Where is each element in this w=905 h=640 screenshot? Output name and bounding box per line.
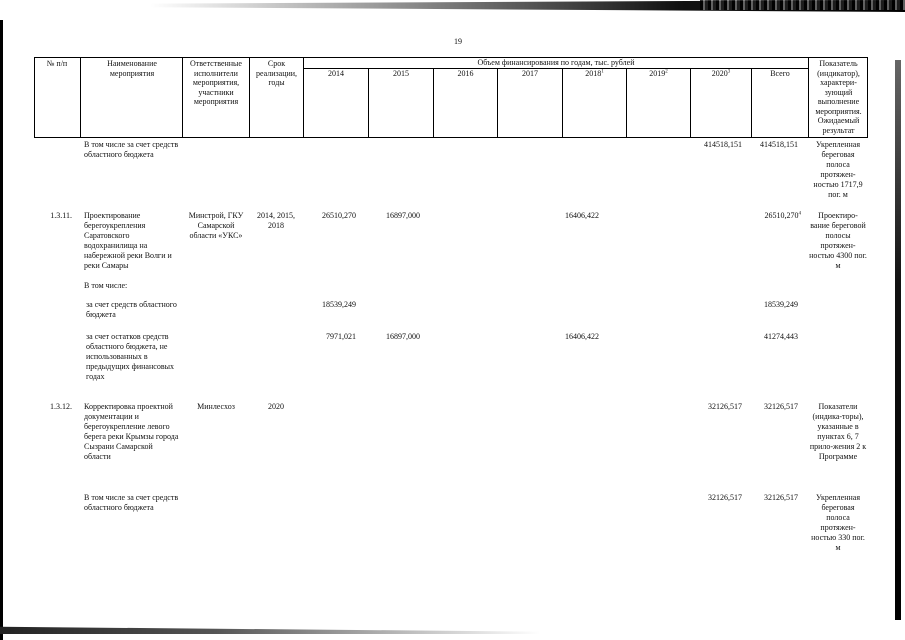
row3-name: за счет средств областного бюджета: [86, 300, 177, 319]
header-term: Срок реализации, годы: [255, 59, 298, 87]
row5-resp: Минлесхоз: [197, 402, 235, 411]
year-2017: 2017: [522, 69, 538, 78]
row2-num: 1.3.11.: [50, 211, 72, 220]
row5-indicator: Показатели (индика-торы), указанные в пунктах 6, 7 прило-жения 2 к Программе: [809, 402, 867, 461]
row4-2018: 16406,422: [565, 332, 599, 341]
col-divider: [80, 57, 81, 138]
row1-total: 414518,151: [760, 140, 798, 149]
col-divider: [249, 57, 250, 138]
scan-edge-bottom: [0, 626, 540, 634]
row2-indicator: Проектиро-вание береговой полосы протяжен-ностью 4300 пог. м: [809, 211, 867, 270]
row4-name: за счет остатков средств областного бюджета, не использованных в предыдущих финансовых годах: [86, 332, 174, 381]
row5-num: 1.3.12.: [50, 402, 72, 411]
year-2014: 2014: [328, 69, 344, 78]
row2-2018: 16406,422: [565, 211, 599, 220]
row2-name: Проектирование берегоукрепления Саратовского водохранилища на набережной реки Волги и реки Самары: [84, 211, 172, 270]
row2-2015: 16897,000: [386, 211, 420, 220]
row5-total: 32126,517: [764, 402, 798, 411]
row2-including-label: В том числе:: [84, 281, 128, 290]
row1-2020: 414518,151: [704, 140, 742, 149]
row6-name: В том числе за счет средств областного бюджета: [84, 493, 179, 512]
row1-indicator: Укрепленная береговая полоса протяжен-ностью 1717,9 пог. м: [813, 140, 863, 199]
page-number: 19: [454, 37, 462, 46]
col-divider: [808, 57, 809, 138]
row4-2014: 7971,021: [326, 332, 356, 341]
row5-2020: 32126,517: [708, 402, 742, 411]
row5-term: 2020: [268, 402, 284, 411]
year-2016: 2016: [457, 69, 474, 78]
row6-indicator: Укрепленная береговая полоса протяжен-ностью 330 пог. м: [811, 493, 865, 552]
row2-total: 26510,270$^4$: [764, 211, 801, 220]
year-2015: 2015: [393, 69, 409, 78]
row4-2015: 16897,000: [386, 332, 420, 341]
header-num: № п/п: [46, 59, 68, 68]
row5-name: Корректировка проектной документации и берегоукрепление левого берега реки Крымзы города Сызрани Самарской области: [84, 402, 179, 461]
col-divider: [182, 57, 183, 138]
row2-resp: Минстрой, ГКУ Самарской области «УКС»: [188, 211, 244, 240]
header-funding: Объем финансирования по годам, тыс. рублей: [477, 58, 635, 67]
row3-total: 18539,249: [764, 300, 798, 309]
row4-total: 41274,443: [764, 332, 798, 341]
year-2019: 2019$^2$: [649, 69, 668, 78]
row2-term: 2014, 2015, 2018: [257, 211, 295, 230]
scan-edge-right: [895, 60, 901, 620]
row6-2020: 32126,517: [708, 493, 742, 502]
header-resp: Ответственные исполнители мероприятия, участники мероприятия: [190, 59, 242, 106]
header-indicator: Показатель (индикатор), характери-зующий выполнение мероприятия. Ожидаемый результат: [815, 59, 862, 135]
row1-name: В том числе за счет средств областного бюджета: [84, 140, 179, 159]
row6-total: 32126,517: [764, 493, 798, 502]
scan-noise-top-right: [700, 0, 905, 10]
scan-edge-left: [0, 20, 3, 640]
year-total: Всего: [770, 69, 790, 78]
header-name: Наименование мероприятия: [107, 59, 157, 78]
row2-2014: 26510,270: [322, 211, 356, 220]
row3-2014: 18539,249: [322, 300, 356, 309]
year-2020: 2020$^3$: [711, 69, 731, 78]
year-2018: 2018$^1$: [585, 69, 604, 78]
